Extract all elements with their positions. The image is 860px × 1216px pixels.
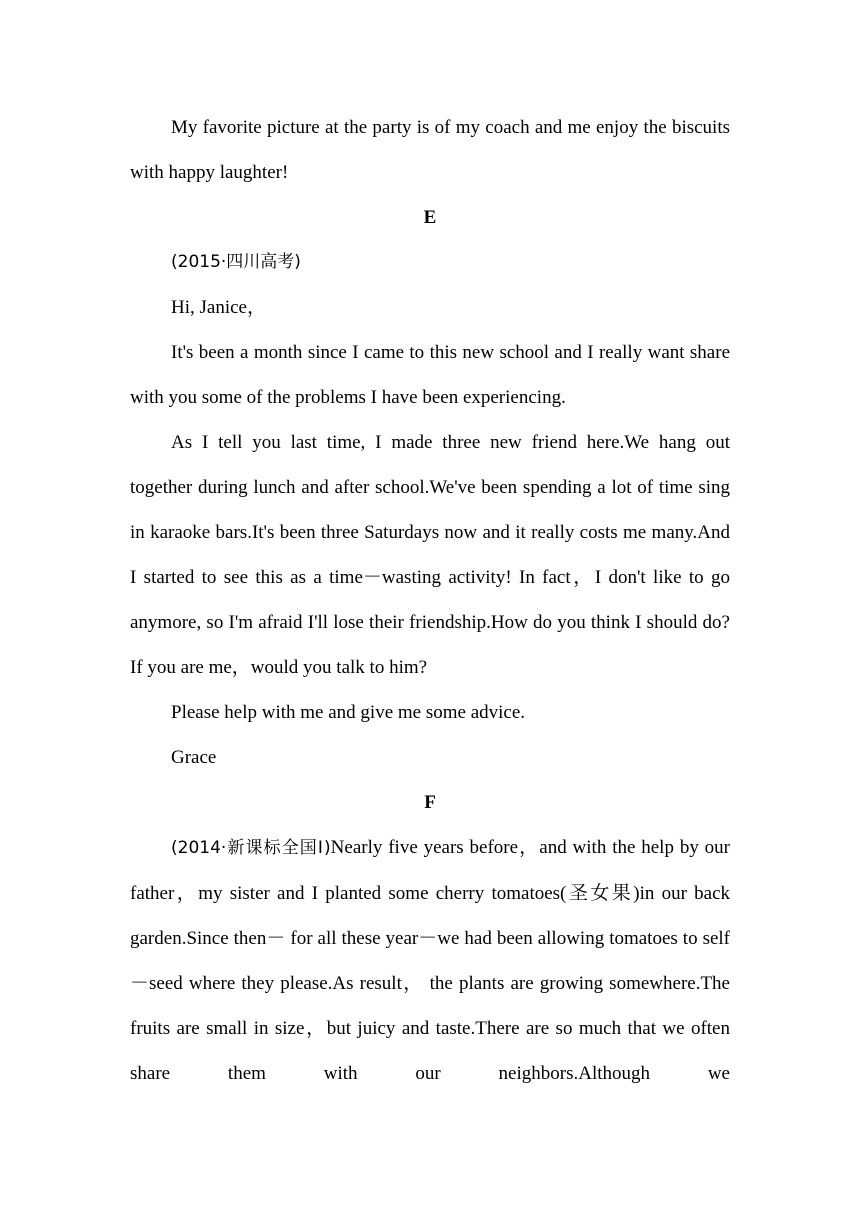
- passage-f-text: Nearly five years before，and with the help by our father，my sister and I planted some cherry tomatoes(圣女果)in our back garden.Since then－ for all these year－we had been allowing tomatoes to self－seed where they please.As result， the plants are growing somewhere.The fruits are small in size，but juicy and taste.There are so much that we often share them with our neighbors.Although we: [130, 837, 730, 1084]
- passage-e-paragraph-1: It's been a month since I came to this new school and I really want share with you some of the problems I have been experiencing.: [130, 342, 730, 408]
- passage-e-paragraph-2: As I tell you last time, I made three new friend here.We hang out together during lunch and after school.We've been spending a lot of time sing in karaoke bars.It's been three Saturdays now and it really costs me many.And I started to see this as a time－wasting activity! In fact，I don't like to go anymore, so I'm afraid I'll lose their friendship.How do you think I should do? If you are me，would you talk to him?: [130, 432, 730, 678]
- passage-d-closing-paragraph: My favorite picture at the party is of my coach and me enjoy the biscuits with happy laughter!: [130, 117, 730, 183]
- passage-e-heading: E: [423, 207, 437, 228]
- passage-f-paragraph: [130, 825, 730, 1096]
- passage-f-heading: F: [424, 792, 436, 813]
- passage-e-signature: Grace: [171, 747, 217, 768]
- document-body: [130, 105, 730, 1096]
- passage-e-paragraph-3: Please help with me and give me some advice.: [171, 702, 526, 723]
- passage-e-source: (2015·四川高考): [171, 252, 301, 272]
- passage-f-source: (2014·新课标全国Ⅰ): [171, 838, 331, 858]
- passage-e-greeting: Hi, Janice，: [171, 297, 266, 318]
